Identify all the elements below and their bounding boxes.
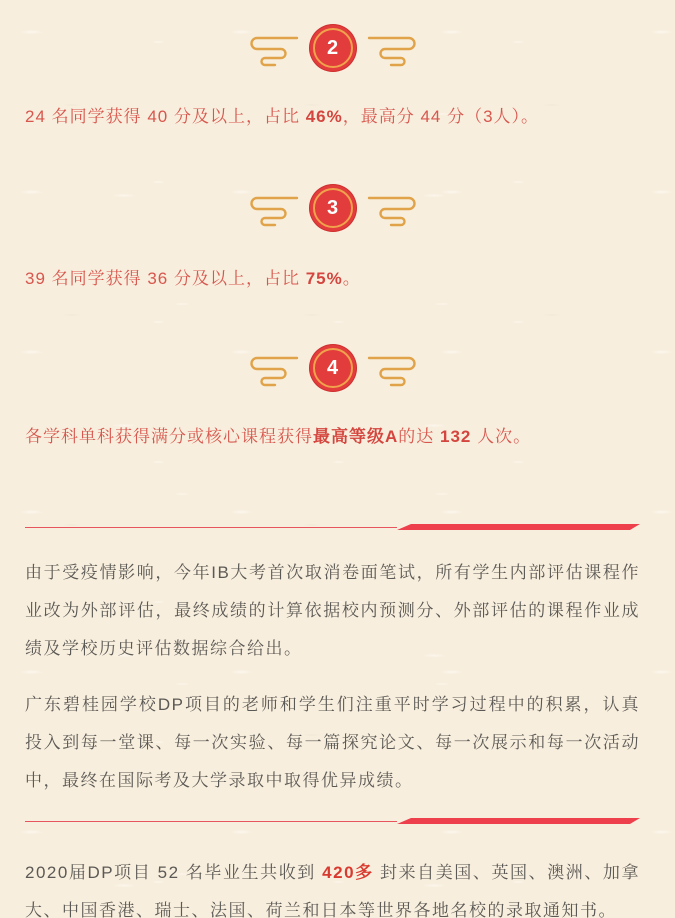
divider-thin-line [25, 527, 397, 528]
section-number-badge [309, 24, 357, 72]
stat-text: 的达 [398, 427, 441, 446]
stat-text: 。 [342, 269, 361, 288]
badge-number: 3 [326, 196, 339, 219]
paragraph-text: 2020届DP项目 52 名毕业生共收到 [25, 863, 323, 882]
section-divider [25, 818, 640, 824]
section-header-3 [25, 184, 640, 232]
stat-highlight: 132 [440, 427, 472, 446]
section-divider [25, 524, 640, 530]
stat-text: ，最高分 44 分（3人）。 [342, 107, 540, 126]
auspicious-cloud-icon [367, 353, 419, 391]
auspicious-cloud-icon [247, 353, 299, 391]
section-number-badge [309, 184, 357, 232]
paragraph-text: 封来自美国、英国、澳洲、加拿大、中国香港、瑞士、法国、荷兰和日本等世界各地名校的录取通知书。 [25, 863, 640, 918]
section-header-4 [25, 344, 640, 392]
stat-text: 人次。 [471, 427, 532, 446]
stat-highlight: 46% [305, 107, 343, 126]
divider-thin-line [25, 821, 397, 822]
stat-highlight: 75% [305, 269, 343, 288]
badge-number: 2 [326, 36, 339, 59]
paragraph-offers [25, 854, 640, 918]
auspicious-cloud-icon [367, 193, 419, 231]
stat-line-grade-a [25, 422, 640, 452]
auspicious-cloud-icon [247, 33, 299, 71]
offer-count-highlight: 420多 [322, 863, 374, 882]
section-number-badge [309, 344, 357, 392]
paragraph-school-effort: 广东碧桂园学校DP项目的老师和学生们注重平时学习过程中的积累，认真投入到每一堂课、每一次实验、每一篇探究论文、每一次展示和每一次活动中，最终在国际考及大学录取中取得优异成绩。 [25, 695, 640, 790]
divider-thick-bar [397, 818, 640, 824]
stat-line-score36 [25, 264, 640, 294]
stat-highlight: 最高等级A [313, 427, 399, 446]
paragraph-exam-changes: 由于受疫情影响，今年IB大考首次取消卷面笔试，所有学生内部评估课程作业改为外部评估，最终成绩的计算依据校内预测分、外部评估的课程作业成绩及学校历史评估数据综合给出。 [25, 563, 640, 658]
stat-text: 各学科单科获得满分或核心课程获得 [25, 427, 313, 446]
divider-thick-bar [397, 524, 640, 530]
section-header-2 [25, 24, 640, 72]
auspicious-cloud-icon [367, 33, 419, 71]
badge-number: 4 [326, 356, 339, 379]
stat-line-score40 [25, 102, 640, 132]
auspicious-cloud-icon [247, 193, 299, 231]
stat-text: 39 名同学获得 36 分及以上，占比 [25, 269, 306, 288]
stat-text: 24 名同学获得 40 分及以上，占比 [25, 107, 306, 126]
